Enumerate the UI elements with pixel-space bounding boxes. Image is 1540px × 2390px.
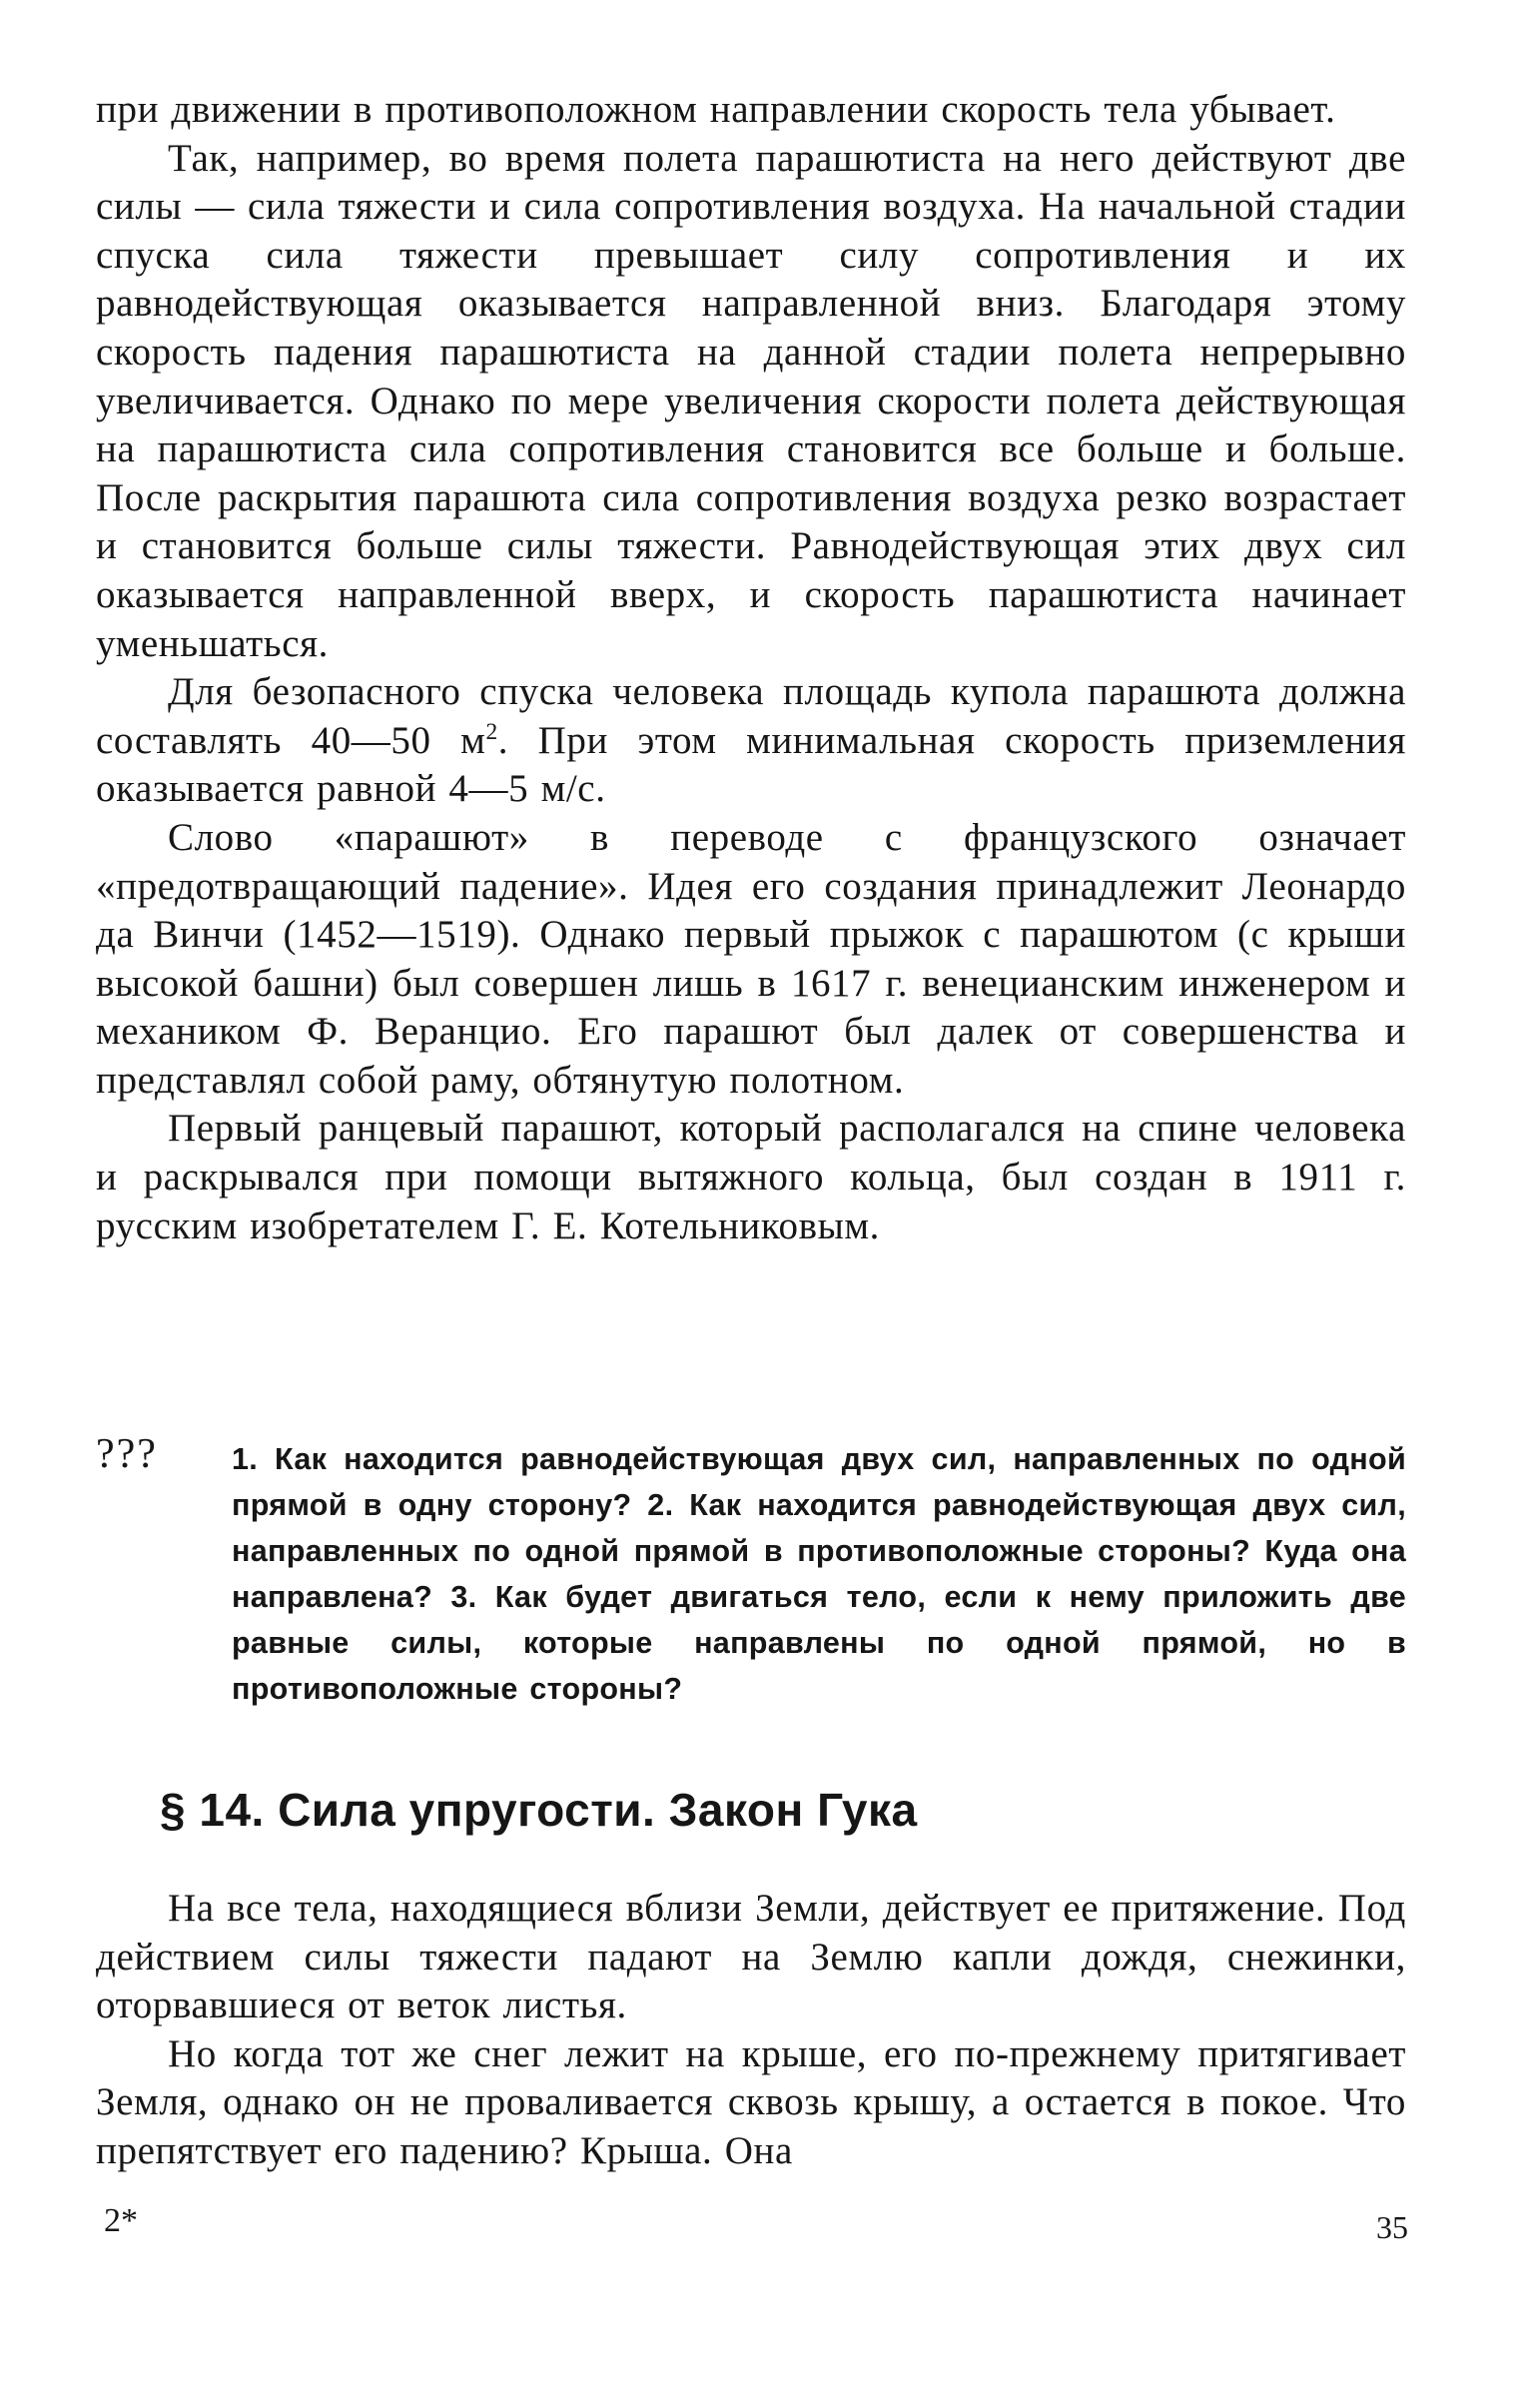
safe-descent-text-a: Для безопасного спуска человека площадь купола парашюта должна составлять 40—50 м	[96, 670, 1406, 762]
review-questions-text: 1. Как находится равнодействующая двух сил, направленных по одной прямой в одну сторону? 2. Как находится равнодействующая двух сил, направленных по одной прямой в противоположные стороны? Куда она направлена? 3. Как будет двигаться тело, если к нему приложить две равные силы, которые направлены по одной прямой, но в противоположные стороны?	[232, 1442, 1406, 1706]
paragraph-continuation: при движении в противоположном направлении скорость тела убывает.	[96, 88, 1336, 131]
paragraph-safe-descent	[96, 668, 1406, 814]
paragraph-parachutist-forces: Так, например, во время полета парашютиста на него действуют две силы — сила тяжести и сила сопротивления воздуха. На начальной стадии спуска сила тяжести превышает силу сопротивления и их равнодействующая оказывается направленной вниз. Благодаря этому скорость падения парашютиста на данной стадии полета непрерывно увеличивается. Однако по мере увеличения скорости полета действующая на парашютиста сила сопротивления становится все больше и больше. После раскрытия парашюта сила сопротивления воздуха резко возрастает и становится больше силы тяжести. Равнодействующая этих двух сил оказывается направленной вверх, и скорость парашютиста начинает уменьшаться.	[96, 136, 1406, 665]
body-text-top	[96, 86, 1406, 1250]
paragraph-parachute-history: Слово «парашют» в переводе с французского означает «предотвращающий падение». Идея его создания принадлежит Леонардо да Винчи (1452—1519). Однако первый прыжок с парашютом (с крыши высокой башни) был совершен лишь в 1617 г. венецианским инженером и механиком Ф. Веранцио. Его парашют был далек от совершенства и представлял собой раму, обтянутую полотном.	[96, 815, 1406, 1102]
paragraph-snow-on-roof: Но когда тот же снег лежит на крыше, его по-прежнему притягивает Земля, однако он не проваливается сквозь крышу, а остается в покое. Что препятствует его падению? Крыша. Она	[96, 2031, 1406, 2172]
signature-mark: 2*	[104, 2202, 138, 2239]
area-unit-superscript: 2	[485, 718, 498, 745]
question-marks-icon: ???	[96, 1431, 158, 1477]
safe-descent-text-b: . При этом минимальная скорость приземления оказывается равной 4—5 м/с.	[96, 718, 1406, 811]
body-text-bottom	[96, 1885, 1406, 2176]
page-number: 35	[1376, 2209, 1408, 2245]
paragraph-gravity-attraction: На все тела, находящиеся вблизи Земли, действует ее притяжение. Под действием силы тяжести падают на Землю капли дождя, снежинки, оторвавшиеся от веток листья.	[96, 1887, 1406, 2027]
section-heading: § 14. Сила упругости. Закон Гука	[160, 1784, 918, 1836]
paragraph-first-backpack-parachute: Первый ранцевый парашют, который располагался на спине человека и раскрывался при помощи вытяжного кольца, был создан в 1911 г. русским изобретателем Г. Е. Котельниковым.	[96, 1107, 1406, 1247]
